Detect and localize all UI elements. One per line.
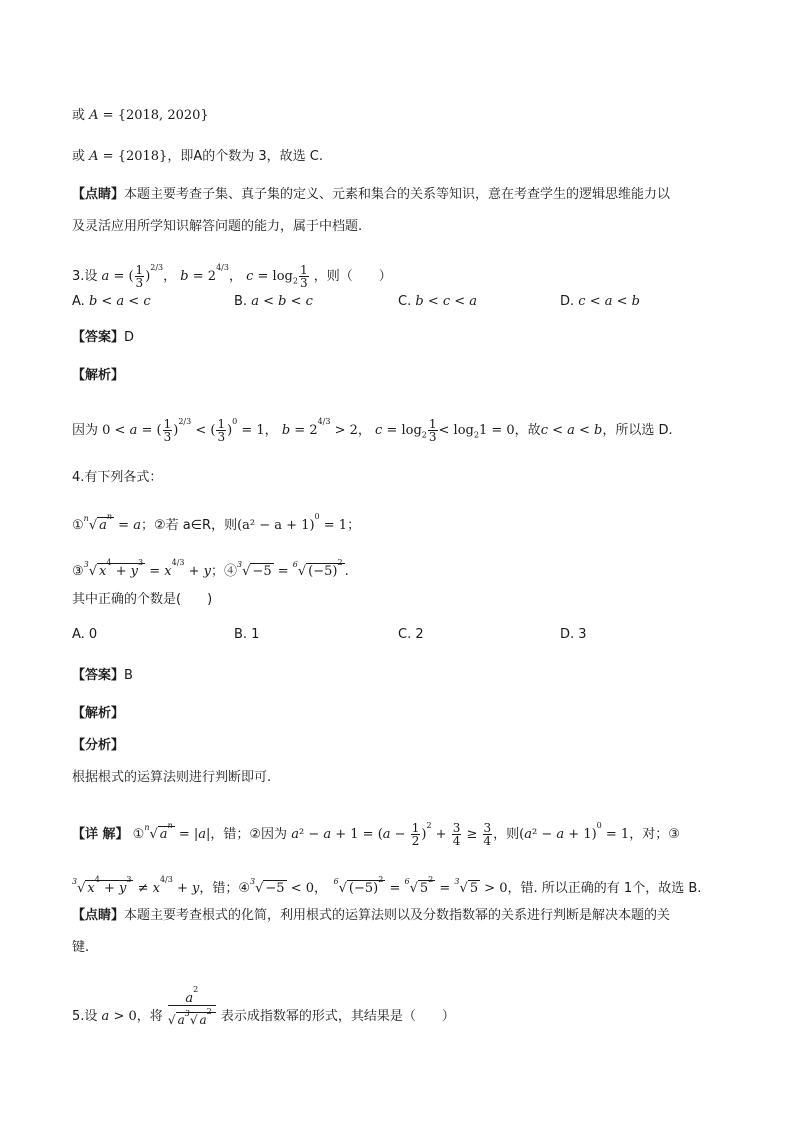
detail-label: 【详 解】 bbox=[72, 827, 129, 842]
tip2-line2 bbox=[72, 938, 89, 958]
text-or: 或 bbox=[72, 149, 86, 164]
tip1-line1 bbox=[72, 185, 670, 205]
text-conclusion: ，即A的个数为 3，故选 C. bbox=[167, 149, 323, 164]
q4-detail-line1: 【详 解】 ①$^n$√ $a^n = |a|$，错；②因为 a² − a + 1 = (a − $\frac{1}{2}$ )$^2$ + $\frac{3}{4}$ ≥ $\frac{3}{4}$ ，则$(a^2 - a + 1)^0 = 1$，对；③ bbox=[72, 821, 680, 848]
q5-tail: 表示成指数幂的形式，其结果是（ ） bbox=[220, 1009, 455, 1024]
q4-stem bbox=[72, 468, 162, 488]
tip-label: 【点睛】 bbox=[72, 908, 125, 923]
tip-text: 及灵活应用所学知识解答问题的能力，属于中档题. bbox=[72, 219, 363, 234]
answer-value: D bbox=[124, 330, 135, 345]
q5-stem: 5.设 a > 0，将 $\frac{a^2}{√ a^3√ a^2}$ 表示成指数幂的形式，其结果是（ ） bbox=[72, 985, 455, 1027]
tip-text: 键. bbox=[72, 940, 90, 955]
answer-label: 【答案】 bbox=[72, 330, 125, 345]
text-because: 因为 bbox=[72, 423, 99, 438]
tip-label: 【点睛】 bbox=[72, 187, 125, 202]
q4-answer bbox=[72, 666, 133, 686]
text-end: ，所以选 D. bbox=[602, 423, 673, 438]
q3-option-a: A. b < a < c bbox=[72, 294, 151, 309]
q4-items-3-4: ③$^3$√ $x^4 + y^3 = x^{4/3} + y$；④$^3$√ −5 = $^6$√ $(-5)^2$. bbox=[72, 558, 349, 579]
answer-label: 【答案】 bbox=[72, 668, 125, 683]
text-or: 或 bbox=[72, 108, 86, 123]
detail-text: ，错. 所以正确的有 1个，故选 B. bbox=[507, 881, 702, 896]
tip1-line2 bbox=[72, 217, 362, 237]
q5-mid: ，将 bbox=[136, 1009, 163, 1024]
analysis-label: 【解析】 bbox=[72, 706, 125, 721]
tip-text: 本题主要考查根式的化简，利用根式的运算法则以及分数指数幂的关系进行判断是解决本题的关 bbox=[124, 908, 671, 923]
option-label: A. bbox=[72, 294, 85, 309]
tip2-line1 bbox=[72, 906, 670, 926]
q4-option-a: A. 0 bbox=[72, 627, 98, 642]
analysis-label: 【解析】 bbox=[72, 368, 125, 383]
q4-option-b: B. 1 bbox=[234, 627, 260, 642]
detail-text: ，则 bbox=[493, 827, 520, 842]
q3-option-b: B. a < b < c bbox=[234, 294, 313, 309]
q3-tail: ，则（ ） bbox=[313, 269, 392, 284]
fenxi-label: 【分析】 bbox=[72, 738, 125, 753]
q4-analysis-label bbox=[72, 704, 124, 724]
q3-stem: 3.设 a = ( $\frac{1}{3}$ )$^{2/3}$， $b = 2^{4/3}$， $c = \log_2$ $\frac{1}{3}$ ，则（ ） bbox=[72, 263, 392, 290]
detail-text: ，错；④ bbox=[199, 881, 251, 896]
q3-analysis-label bbox=[72, 366, 124, 386]
q3-answer bbox=[72, 328, 134, 348]
tip-text: 本题主要考查子集、真子集的定义、元素和集合的关系等知识，意在考查学生的逻辑思维能力以 bbox=[124, 187, 671, 202]
item2-text: ；②若 a∈R，则 bbox=[140, 518, 238, 533]
line-set-2018: 或 A = {2018}，即A的个数为 3，故选 C. bbox=[72, 149, 323, 164]
option-label: B. bbox=[234, 294, 248, 309]
q3-analysis-body: 因为 0 < a = ( $\frac{1}{3}$ )$^{2/3}$ < ( $\frac{1}{3}$ )$^0$ = 1， $b = 2^{4/3} > 2$， $c = \log_2$ $\frac{1}{3}$ < $\log_21 = 0$，故c < a < b，所以选 D. bbox=[72, 417, 673, 444]
q3-option-c: C. b < c < a bbox=[398, 294, 478, 309]
q3-number: 3.设 bbox=[72, 269, 98, 284]
q4-items-1-2: ①$^n$√ $a^n = a$；②若 a∈R，则$(a^2 - a + 1)^0 = 1$； bbox=[72, 512, 361, 533]
line-set-2018-2020: 或 A = {2018, 2020} bbox=[72, 108, 209, 123]
fenxi-text: 根据根式的运算法则进行判断即可. bbox=[72, 770, 272, 785]
q4-title: 4.有下列各式： bbox=[72, 470, 163, 485]
detail-text: ，错；②因为 bbox=[210, 827, 288, 842]
q4-option-c: C. 2 bbox=[398, 627, 424, 642]
answer-value: B bbox=[124, 668, 133, 683]
text-therefore: ，故 bbox=[514, 423, 541, 438]
q4-ask bbox=[72, 590, 212, 610]
q4-ask-text: 其中正确的个数是( ) bbox=[72, 592, 213, 607]
q4-option-d: D. 3 bbox=[560, 627, 587, 642]
q4-fenxi-label bbox=[72, 736, 124, 756]
q5-number: 5.设 bbox=[72, 1009, 98, 1024]
option-label: D. bbox=[560, 294, 575, 309]
q4-detail-line2: $^3$√ $x^4 + y^3 \ne x^{4/3} + y$，错；④$^3$√ −5 < 0， $^6$√ $(-5)^2 = ^6√$ $5^2 = ^3√$ 5 > 0，错. 所以正确的有 1个，故选 B. bbox=[72, 875, 702, 896]
q4-fenxi-text bbox=[72, 768, 271, 788]
option-label: C. bbox=[398, 294, 412, 309]
detail-text: ，对；③ bbox=[629, 827, 680, 842]
q3-option-d: D. c < a < b bbox=[560, 294, 640, 309]
